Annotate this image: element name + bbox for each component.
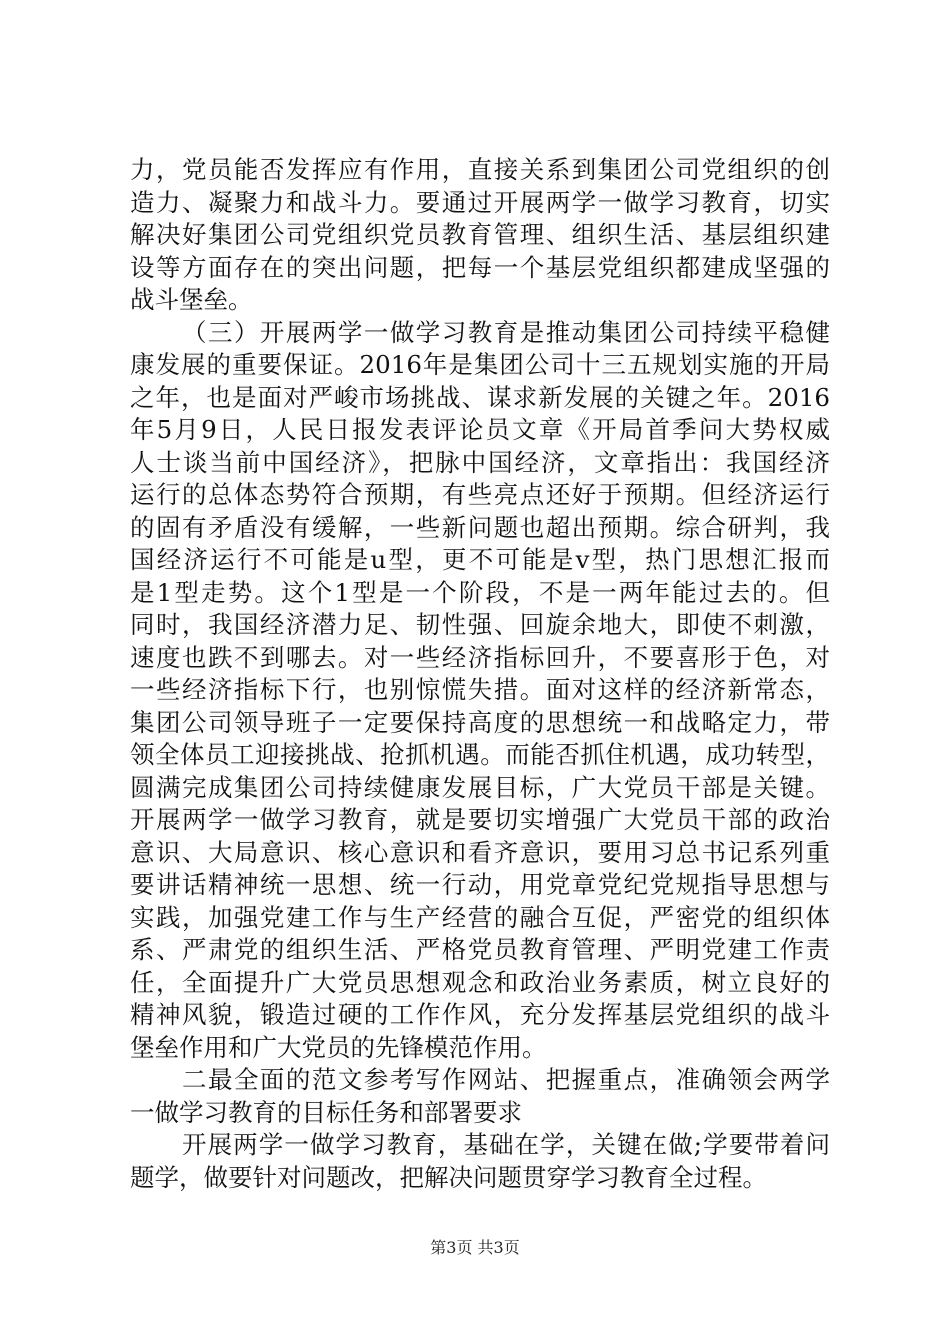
text-line: 圆满完成集团公司持续健康发展目标，广大党员干部是关键。 xyxy=(130,772,830,802)
text-line: 集团公司领导班子一定要保持高度的思想统一和战略定力，带 xyxy=(130,707,830,737)
text-line: 人士谈当前中国经济》，把脉中国经济，文章指出：我国经济 xyxy=(130,447,830,477)
page-footer: 第3页 共3页 xyxy=(430,1238,520,1257)
text-line: 国经济运行不可能是u型，更不可能是v型，热门思想汇报而 xyxy=(130,545,830,574)
text-line: 解决好集团公司党组织党员教育管理、组织生活、基层组织建 xyxy=(130,220,830,249)
text-line: 堡垒作用和广大党员的先锋模范作用。 xyxy=(130,1032,547,1062)
text-line: 一些经济指标下行，也别惊慌失措。面对这样的经济新常态， xyxy=(130,675,830,704)
text-line: 是1型走势。这个1型是一个阶段，不是一两年能过去的。但 xyxy=(130,577,830,607)
body-text xyxy=(130,154,830,1194)
text-line: 开展两学一做学习教育，就是要切实增强广大党员干部的政治 xyxy=(130,805,830,834)
text-line: 设等方面存在的突出问题，把每一个基层党组织都建成坚强的 xyxy=(130,252,830,282)
text-line: 二最全面的范文参考写作网站、把握重点，准确领会两学 xyxy=(182,1065,830,1094)
text-line: 实践，加强党建工作与生产经营的融合互促，严密党的组织体 xyxy=(130,902,830,932)
text-line: 开展两学一做学习教育，基础在学，关键在做;学要带着问 xyxy=(182,1130,830,1159)
text-line: 运行的总体态势符合预期，有些亮点还好于预期。但经济运行 xyxy=(130,480,830,509)
text-line: 题学，做要针对问题改，把解决问题贯穿学习教育全过程。 xyxy=(130,1162,767,1192)
text-line: 精神风貌，锻造过硬的工作作风，充分发挥基层党组织的战斗 xyxy=(130,1000,830,1029)
text-line: 一做学习教育的目标任务和部署要求 xyxy=(130,1097,522,1127)
text-line: 速度也跌不到哪去。对一些经济指标回升，不要喜形于色，对 xyxy=(130,642,830,672)
text-line: 年5月9日，人民日报发表评论员文章《开局首季问大势权威 xyxy=(130,415,830,444)
text-line: 系、严肃党的组织生活、严格党员教育管理、严明党建工作责 xyxy=(130,935,830,964)
text-line: 意识、大局意识、核心意识和看齐意识，要用习总书记系列重 xyxy=(130,837,830,867)
text-line: 力，党员能否发挥应有作用，直接关系到集团公司党组织的创 xyxy=(130,155,830,184)
text-line: 任，全面提升广大党员思想观念和政治业务素质，树立良好的 xyxy=(130,967,830,997)
text-line: 的固有矛盾没有缓解，一些新问题也超出预期。综合研判，我 xyxy=(130,512,830,542)
text-line: 要讲话精神统一思想、统一行动，用党章党纪党规指导思想与 xyxy=(130,870,830,899)
text-line: 造力、凝聚力和战斗力。要通过开展两学一做学习教育，切实 xyxy=(130,187,830,217)
text-line: 之年，也是面对严峻市场挑战、谋求新发展的关键之年。2016 xyxy=(130,382,830,412)
text-line: 战斗堡垒。 xyxy=(130,285,253,314)
text-line: （三）开展两学一做学习教育是推动集团公司持续平稳健 xyxy=(182,317,830,347)
text-line: 同时，我国经济潜力足、韧性强、回旋余地大，即使不刺激， xyxy=(130,610,830,639)
text-line: 康发展的重要保证。2016年是集团公司十三五规划实施的开局 xyxy=(130,350,830,379)
text-line: 领全体员工迎接挑战、抢抓机遇。而能否抓住机遇，成功转型， xyxy=(130,740,830,769)
